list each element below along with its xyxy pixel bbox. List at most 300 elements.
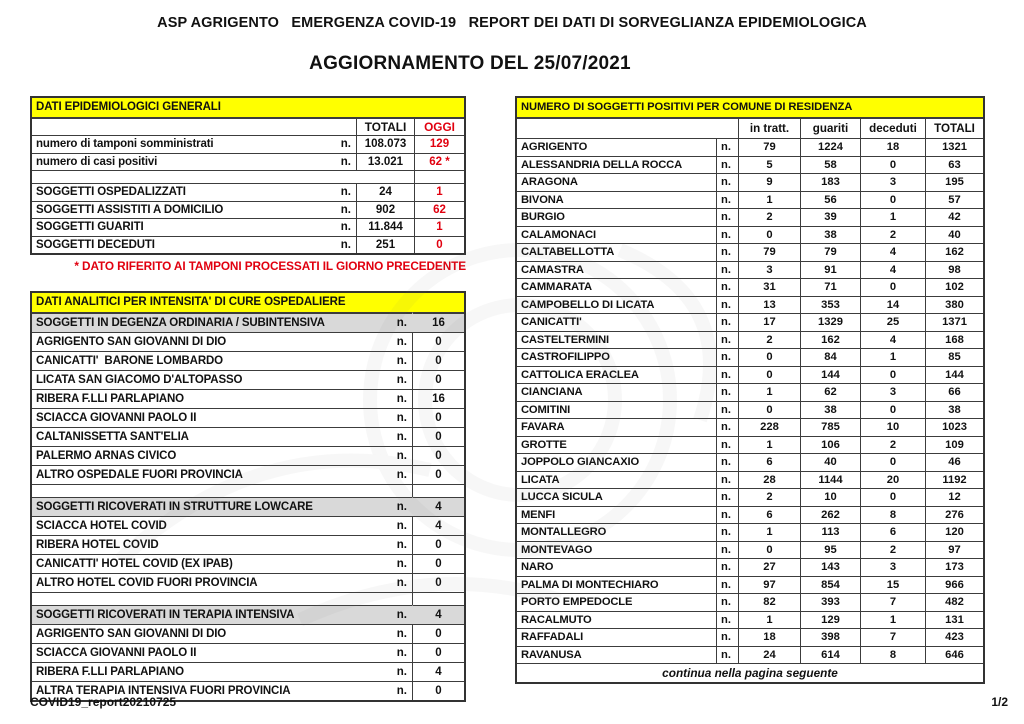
comune-name: LICATA	[517, 471, 716, 489]
n-abbrev: n.	[716, 261, 738, 279]
totali-value: 173	[925, 558, 983, 576]
totali-value: 63	[925, 156, 983, 174]
general-data-table	[30, 96, 466, 255]
n-abbrev: n.	[716, 418, 738, 436]
totali-value: 42	[925, 208, 983, 226]
comune-name: CATTOLICA ERACLEA	[517, 366, 716, 384]
comune-name: CALTABELLOTTA	[517, 243, 716, 261]
totali-value: 13.021	[356, 153, 414, 171]
row-label-text: PALERMO ARNAS CIVICO	[36, 450, 177, 462]
comune-name: BIVONA	[517, 191, 716, 209]
deceduti-value: 1	[860, 611, 925, 629]
count-value: 0	[412, 332, 464, 351]
in-tratt-value: 0	[738, 401, 800, 419]
table-row	[32, 427, 464, 446]
n-abbrev: n.	[396, 520, 407, 532]
row-label-text: SOGGETTI OSPEDALIZZATI	[36, 186, 186, 198]
totali-value: 38	[925, 401, 983, 419]
guariti-value: 56	[800, 191, 860, 209]
row-label-text: SOGGETTI RICOVERATI IN TERAPIA INTENSIVA	[36, 609, 295, 621]
comune-name: COMITINI	[517, 401, 716, 419]
row-label-text: CANICATTI' BARONE LOMBARDO	[36, 355, 223, 367]
comune-name: CAMASTRA	[517, 261, 716, 279]
in-tratt-value: 0	[738, 226, 800, 244]
row-label	[32, 643, 412, 662]
totali-value: 1023	[925, 418, 983, 436]
deceduti-value: 4	[860, 261, 925, 279]
guariti-value: 40	[800, 453, 860, 471]
n-abbrev: n.	[396, 317, 407, 329]
comune-name: NARO	[517, 558, 716, 576]
guariti-value: 144	[800, 366, 860, 384]
n-abbrev: n.	[716, 401, 738, 419]
in-tratt-value: 1	[738, 436, 800, 454]
row-label	[32, 153, 356, 171]
table-row	[517, 593, 983, 611]
table-row	[517, 208, 983, 226]
count-value: 0	[412, 446, 464, 465]
n-abbrev: n.	[716, 138, 738, 156]
report-title: ASP AGRIGENTO EMERGENZA COVID-19 REPORT DEI DATI DI SORVEGLIANZA EPIDEMIOLOGICA	[157, 15, 867, 31]
table-row	[517, 261, 983, 279]
tamponi-footnote: * DATO RIFERITO AI TAMPONI PROCESSATI IL GIORNO PRECEDENTE	[74, 259, 466, 273]
comune-name: PALMA DI MONTECHIARO	[517, 576, 716, 594]
in-tratt-value: 1	[738, 523, 800, 541]
in-tratt-value: 2	[738, 208, 800, 226]
table-row	[32, 408, 464, 427]
table-row	[32, 465, 464, 484]
n-abbrev: n.	[716, 331, 738, 349]
oggi-value: 0	[414, 236, 464, 254]
table-row	[32, 643, 464, 662]
n-abbrev: n.	[716, 208, 738, 226]
n-abbrev: n.	[716, 576, 738, 594]
n-abbrev: n.	[396, 450, 407, 462]
n-abbrev: n.	[716, 366, 738, 384]
comune-name: LUCCA SICULA	[517, 488, 716, 506]
row-label-text: SCIACCA HOTEL COVID	[36, 520, 167, 532]
deceduti-value: 4	[860, 331, 925, 349]
row-label-text: SOGGETTI IN DEGENZA ORDINARIA / SUBINTENSIVA	[36, 317, 325, 329]
in-tratt-value: 228	[738, 418, 800, 436]
deceduti-value: 6	[860, 523, 925, 541]
in-tratt-value: 2	[738, 331, 800, 349]
row-label-text: SOGGETTI DECEDUTI	[36, 238, 155, 251]
table-row	[32, 312, 464, 332]
n-abbrev: n.	[716, 313, 738, 331]
totali-value: 109	[925, 436, 983, 454]
in-tratt-value: 31	[738, 278, 800, 296]
guariti-value: 614	[800, 646, 860, 664]
row-label	[32, 218, 356, 236]
row-label-text: SCIACCA GIOVANNI PAOLO II	[36, 647, 197, 659]
in-tratt-value: 2	[738, 488, 800, 506]
totali-value: 646	[925, 646, 983, 664]
deceduti-value: 0	[860, 453, 925, 471]
in-tratt-value: 82	[738, 593, 800, 611]
comune-name: CIANCIANA	[517, 383, 716, 401]
count-value: 0	[412, 465, 464, 484]
in-tratt-value: 1	[738, 383, 800, 401]
spacer-cell	[412, 484, 464, 497]
in-tratt-value: 6	[738, 506, 800, 524]
in-tratt-value: 97	[738, 576, 800, 594]
totali-value: 57	[925, 191, 983, 209]
comune-name: GROTTE	[517, 436, 716, 454]
row-label-text: SOGGETTI GUARITI	[36, 221, 144, 233]
comuni-table-rows	[517, 98, 983, 682]
n-abbrev: n.	[340, 203, 351, 216]
n-abbrev: n.	[396, 666, 407, 678]
guariti-value: 1144	[800, 471, 860, 489]
guariti-value: 129	[800, 611, 860, 629]
count-value: 4	[412, 605, 464, 624]
totali-value: 97	[925, 541, 983, 559]
n-abbrev: n.	[396, 374, 407, 386]
deceduti-value: 3	[860, 558, 925, 576]
table-row	[517, 541, 983, 559]
totali-value: 1371	[925, 313, 983, 331]
guariti-value: 39	[800, 208, 860, 226]
n-abbrev: n.	[396, 393, 407, 405]
comune-name: CASTROFILIPPO	[517, 348, 716, 366]
row-label-text: LICATA SAN GIACOMO D'ALTOPASSO	[36, 374, 243, 386]
spacer-cell	[412, 592, 464, 605]
table-row	[32, 218, 464, 236]
in-tratt-value: 1	[738, 191, 800, 209]
comune-name: CAMMARATA	[517, 278, 716, 296]
n-abbrev: n.	[716, 383, 738, 401]
table-row	[517, 348, 983, 366]
totali-value: 144	[925, 366, 983, 384]
totali-value: 46	[925, 453, 983, 471]
oggi-value: 129	[414, 135, 464, 153]
guariti-value: 113	[800, 523, 860, 541]
totali-value: 423	[925, 628, 983, 646]
deceduti-value: 7	[860, 628, 925, 646]
table-row	[32, 98, 464, 117]
n-abbrev: n.	[716, 541, 738, 559]
n-abbrev: n.	[396, 685, 407, 697]
column-header-totali: TOTALI	[925, 117, 983, 138]
comune-name: RACALMUTO	[517, 611, 716, 629]
n-abbrev: n.	[716, 243, 738, 261]
totali-value: 85	[925, 348, 983, 366]
spacer-cell	[414, 170, 464, 183]
deceduti-value: 14	[860, 296, 925, 314]
totali-value: 276	[925, 506, 983, 524]
deceduti-value: 2	[860, 436, 925, 454]
n-abbrev: n.	[396, 539, 407, 551]
table-row	[517, 558, 983, 576]
table-row	[517, 576, 983, 594]
row-label	[32, 183, 356, 201]
comune-name: CANICATTI'	[517, 313, 716, 331]
table-row	[517, 646, 983, 664]
n-abbrev: n.	[396, 577, 407, 589]
guariti-value: 398	[800, 628, 860, 646]
row-label-text: ALTRA TERAPIA INTENSIVA FUORI PROVINCIA	[36, 685, 291, 697]
guariti-value: 162	[800, 331, 860, 349]
n-abbrev: n.	[716, 436, 738, 454]
totali-value: 380	[925, 296, 983, 314]
row-label	[32, 427, 412, 446]
table-row	[517, 383, 983, 401]
comune-name: ARAGONA	[517, 173, 716, 191]
column-header-guariti: guariti	[800, 117, 860, 138]
spacer-cell	[32, 592, 412, 605]
table-row	[517, 663, 983, 682]
table-row	[517, 138, 983, 156]
count-value: 4	[412, 497, 464, 516]
table-row	[32, 592, 464, 605]
table-row	[32, 573, 464, 592]
totali-value: 162	[925, 243, 983, 261]
n-abbrev: n.	[340, 238, 351, 251]
n-abbrev: n.	[396, 431, 407, 443]
row-label	[32, 624, 412, 643]
spacer-cell	[32, 484, 412, 497]
comune-name: PORTO EMPEDOCLE	[517, 593, 716, 611]
row-label	[32, 408, 412, 427]
comune-name: CALAMONACI	[517, 226, 716, 244]
guariti-value: 143	[800, 558, 860, 576]
deceduti-value: 4	[860, 243, 925, 261]
n-abbrev: n.	[716, 348, 738, 366]
in-tratt-value: 79	[738, 138, 800, 156]
totali-value: 12	[925, 488, 983, 506]
table-row	[32, 153, 464, 171]
table-row	[32, 662, 464, 681]
deceduti-value: 10	[860, 418, 925, 436]
comune-name: BURGIO	[517, 208, 716, 226]
row-label-text: CANICATTI' HOTEL COVID (EX IPAB)	[36, 558, 233, 570]
count-value: 0	[412, 408, 464, 427]
document-filename: COVID19_report20210725	[30, 695, 177, 709]
count-value: 0	[412, 573, 464, 592]
totali-value: 131	[925, 611, 983, 629]
in-tratt-value: 5	[738, 156, 800, 174]
row-label	[32, 497, 412, 516]
in-tratt-value: 9	[738, 173, 800, 191]
n-abbrev: n.	[396, 647, 407, 659]
n-abbrev: n.	[716, 278, 738, 296]
table-row	[517, 226, 983, 244]
comune-name: RAFFADALI	[517, 628, 716, 646]
in-tratt-value: 0	[738, 366, 800, 384]
guariti-value: 1224	[800, 138, 860, 156]
deceduti-value: 0	[860, 191, 925, 209]
totali-value: 11.844	[356, 218, 414, 236]
totali-value: 24	[356, 183, 414, 201]
count-value: 0	[412, 535, 464, 554]
in-tratt-value: 28	[738, 471, 800, 489]
table-row	[517, 331, 983, 349]
row-label-text: AGRIGENTO SAN GIOVANNI DI DIO	[36, 336, 227, 348]
deceduti-value: 8	[860, 646, 925, 664]
in-tratt-value: 0	[738, 348, 800, 366]
guariti-value: 10	[800, 488, 860, 506]
totali-value: 40	[925, 226, 983, 244]
deceduti-value: 8	[860, 506, 925, 524]
column-header-in-tratt: in tratt.	[738, 117, 800, 138]
guariti-value: 79	[800, 243, 860, 261]
row-label-text: CALTANISSETTA SANT'ELIA	[36, 431, 189, 443]
deceduti-value: 2	[860, 226, 925, 244]
table-row	[32, 624, 464, 643]
deceduti-value: 25	[860, 313, 925, 331]
guariti-value: 38	[800, 401, 860, 419]
comune-name: MONTALLEGRO	[517, 523, 716, 541]
table-row	[517, 436, 983, 454]
guariti-value: 84	[800, 348, 860, 366]
row-label	[32, 465, 412, 484]
table-row	[517, 523, 983, 541]
count-value: 0	[412, 681, 464, 700]
comune-name: CAMPOBELLO DI LICATA	[517, 296, 716, 314]
n-abbrev: n.	[716, 593, 738, 611]
in-tratt-value: 24	[738, 646, 800, 664]
table-row	[32, 183, 464, 201]
comune-name: AGRIGENTO	[517, 138, 716, 156]
deceduti-value: 18	[860, 138, 925, 156]
row-label-text: RIBERA F.LLI PARLAPIANO	[36, 666, 184, 678]
table-row	[32, 554, 464, 573]
row-label	[32, 516, 412, 535]
table-row	[32, 170, 464, 183]
deceduti-value: 0	[860, 488, 925, 506]
totali-value: 902	[356, 201, 414, 219]
table-row	[32, 135, 464, 153]
row-label-text: AGRIGENTO SAN GIOVANNI DI DIO	[36, 628, 227, 640]
totali-value: 195	[925, 173, 983, 191]
guariti-value: 262	[800, 506, 860, 524]
row-label	[32, 236, 356, 254]
count-value: 0	[412, 643, 464, 662]
table-row	[32, 117, 464, 135]
row-label	[32, 605, 412, 624]
guariti-value: 785	[800, 418, 860, 436]
page-number: 1/2	[991, 695, 1008, 709]
empty-header-cell	[32, 117, 356, 135]
n-abbrev: n.	[716, 558, 738, 576]
count-value: 0	[412, 554, 464, 573]
n-abbrev: n.	[396, 558, 407, 570]
row-label-text: ALTRO OSPEDALE FUORI PROVINCIA	[36, 469, 243, 481]
n-abbrev: n.	[716, 296, 738, 314]
row-label-text: numero di tamponi somministrati	[36, 138, 214, 150]
table-row	[517, 296, 983, 314]
deceduti-value: 15	[860, 576, 925, 594]
n-abbrev: n.	[716, 611, 738, 629]
spacer-cell	[32, 170, 414, 183]
totali-value: 102	[925, 278, 983, 296]
oggi-value: 1	[414, 183, 464, 201]
row-label	[32, 351, 412, 370]
guariti-value: 38	[800, 226, 860, 244]
n-abbrev: n.	[396, 336, 407, 348]
table-row	[517, 453, 983, 471]
guariti-value: 71	[800, 278, 860, 296]
guariti-value: 393	[800, 593, 860, 611]
continua-footer: continua nella pagina seguente	[517, 663, 983, 682]
table-row	[517, 173, 983, 191]
in-tratt-value: 1	[738, 611, 800, 629]
row-label-text: SOGGETTI ASSISTITI A DOMICILIO	[36, 203, 224, 216]
hospital-care-table	[30, 291, 466, 702]
comuni-positives-table	[515, 96, 985, 684]
table-row	[517, 611, 983, 629]
table-row	[32, 535, 464, 554]
guariti-value: 95	[800, 541, 860, 559]
totali-value: 1192	[925, 471, 983, 489]
n-abbrev: n.	[716, 523, 738, 541]
table-row	[32, 389, 464, 408]
in-tratt-value: 18	[738, 628, 800, 646]
row-label	[32, 554, 412, 573]
guariti-value: 1329	[800, 313, 860, 331]
row-label-text: SOGGETTI RICOVERATI IN STRUTTURE LOWCARE	[36, 501, 313, 513]
table-row	[517, 156, 983, 174]
n-abbrev: n.	[716, 191, 738, 209]
comune-name: FAVARA	[517, 418, 716, 436]
comune-name: MONTEVAGO	[517, 541, 716, 559]
table-row	[32, 516, 464, 535]
count-value: 4	[412, 516, 464, 535]
row-label	[32, 332, 412, 351]
n-abbrev: n.	[396, 628, 407, 640]
totali-value: 482	[925, 593, 983, 611]
row-label	[32, 135, 356, 153]
row-label	[32, 662, 412, 681]
guariti-value: 91	[800, 261, 860, 279]
table-row	[32, 497, 464, 516]
table-row	[32, 351, 464, 370]
row-label-text: ALTRO HOTEL COVID FUORI PROVINCIA	[36, 577, 258, 589]
n-abbrev: n.	[396, 355, 407, 367]
table-row	[32, 484, 464, 497]
table-row	[517, 488, 983, 506]
row-label	[32, 535, 412, 554]
count-value: 16	[412, 389, 464, 408]
table-row	[517, 471, 983, 489]
column-header-oggi: OGGI	[414, 117, 464, 135]
deceduti-value: 0	[860, 366, 925, 384]
deceduti-value: 7	[860, 593, 925, 611]
table-row	[517, 628, 983, 646]
table-row	[517, 506, 983, 524]
n-abbrev: n.	[716, 156, 738, 174]
comuni-table-title: NUMERO DI SOGGETTI POSITIVI PER COMUNE DI RESIDENZA	[517, 98, 983, 117]
n-abbrev: n.	[340, 138, 351, 150]
oggi-value: 62	[414, 201, 464, 219]
in-tratt-value: 3	[738, 261, 800, 279]
oggi-value: 1	[414, 218, 464, 236]
update-date-title: AGGIORNAMENTO DEL 25/07/2021	[309, 53, 631, 74]
table-row	[32, 293, 464, 312]
guariti-value: 58	[800, 156, 860, 174]
n-abbrev: n.	[340, 155, 351, 168]
table-row	[32, 446, 464, 465]
row-label-text: SCIACCA GIOVANNI PAOLO II	[36, 412, 197, 424]
comune-name: JOPPOLO GIANCAXIO	[517, 453, 716, 471]
n-abbrev: n.	[716, 628, 738, 646]
oggi-value: 62 *	[414, 153, 464, 171]
guariti-value: 353	[800, 296, 860, 314]
n-abbrev: n.	[716, 453, 738, 471]
deceduti-value: 2	[860, 541, 925, 559]
deceduti-value: 20	[860, 471, 925, 489]
